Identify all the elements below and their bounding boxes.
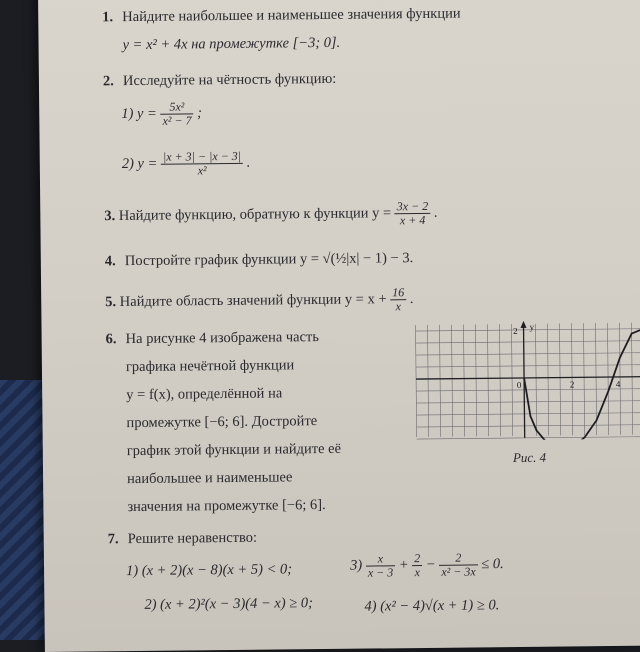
grid-line-vertical bbox=[548, 324, 549, 436]
task2-number: 2. bbox=[102, 73, 114, 90]
y-tick-label-2: 2 bbox=[513, 325, 518, 337]
task5-fraction bbox=[390, 286, 406, 313]
task2-sub1-tail: ; bbox=[197, 105, 203, 122]
grid-line-vertical bbox=[536, 324, 537, 436]
grid-line-vertical bbox=[416, 325, 417, 437]
fraction-denominator: x bbox=[395, 299, 402, 314]
grid-line-horizontal bbox=[416, 413, 640, 415]
task2-text: Исследуйте на чётность функцию: bbox=[122, 70, 337, 90]
task2-sub2-fraction bbox=[161, 150, 243, 178]
task7-text: Решите неравенство: bbox=[127, 529, 258, 548]
task2-sub1-fraction bbox=[160, 100, 193, 127]
x-tick-label-0: 0 bbox=[516, 379, 522, 391]
task2-sub2 bbox=[122, 150, 251, 178]
fraction-denominator: x − 3 bbox=[367, 565, 394, 580]
grid-line-horizontal bbox=[416, 341, 640, 343]
task6-line-5: график этой функции и найдите её bbox=[126, 440, 342, 460]
task3-fraction bbox=[395, 200, 431, 227]
x-tick-label-2: 2 bbox=[569, 379, 575, 390]
fraction-denominator: x² bbox=[197, 163, 207, 178]
task1-text: Найдите наибольшее и наименьшее значения функции bbox=[122, 5, 461, 26]
task2-sub1 bbox=[121, 100, 202, 128]
fraction-numerator: 2 bbox=[412, 552, 422, 566]
fraction-numerator: |x + 3| − |x − 3| bbox=[161, 150, 243, 165]
task7-sub3: 3) $\frac{x}{x - 3}$ + $\frac{2}{x}$ − $\frac{2}{\text{x² − 3x}}$ ≤ 0. bbox=[349, 550, 504, 580]
grid-line-vertical bbox=[560, 324, 561, 436]
graph-axes bbox=[415, 320, 640, 439]
worksheet-page bbox=[38, 0, 640, 652]
task5 bbox=[105, 286, 414, 316]
task1-formula: y = x² + 4x на промежутке [−3; 0]. bbox=[122, 34, 341, 54]
fraction-denominator: x bbox=[414, 565, 421, 580]
grid-line-horizontal bbox=[417, 437, 640, 439]
grid-line-vertical bbox=[583, 323, 584, 435]
grid-line-vertical bbox=[500, 324, 501, 436]
task6-line-4: промежутке [−6; 6]. Дострoйте bbox=[126, 413, 318, 432]
task7-sub3-frac-1 bbox=[366, 552, 396, 579]
fraction-denominator: x² − 3x bbox=[441, 564, 476, 579]
task6-line-6: наибольшее и наименьшее bbox=[127, 469, 293, 488]
task7-sub1: 1) (x + 2)(x − 8)(x + 5) < 0; bbox=[125, 561, 293, 580]
task7-sub2: 2) (x + 2)²(x − 3)(4 − x) ≥ 0; bbox=[144, 595, 313, 613]
task7-sub3-frac-2 bbox=[412, 552, 422, 579]
task1-number: 1. bbox=[102, 9, 114, 26]
figure-4-graph bbox=[411, 319, 640, 442]
task2-sub2-label: 2) y = bbox=[121, 155, 158, 172]
grid-line-vertical bbox=[607, 323, 608, 435]
graph-grid bbox=[416, 323, 640, 439]
grid-line-vertical bbox=[476, 324, 477, 436]
task2-sub1-label: 1) y = bbox=[121, 105, 157, 122]
function-curve bbox=[524, 328, 640, 441]
task4-text: Постройте график функции y = √(½|x| − 1) − 3. bbox=[124, 250, 414, 270]
fraction-numerator: x bbox=[366, 552, 396, 566]
task7-sub3-label: 3) bbox=[349, 557, 363, 574]
fraction-denominator: x² − 7 bbox=[162, 113, 192, 128]
fraction-numerator: 3x − 2 bbox=[395, 200, 431, 214]
task7-sub4: 4) (x² − 4)√(x + 1) ≥ 0. bbox=[364, 597, 500, 615]
grid-line-vertical bbox=[464, 325, 465, 437]
grid-line-vertical bbox=[452, 325, 453, 437]
fraction-numerator: 2 bbox=[439, 551, 478, 565]
task6-number: 6. bbox=[105, 331, 117, 348]
grid-line-horizontal bbox=[416, 329, 640, 331]
task3-text: Найдите функцию, обратную к функции y = bbox=[118, 205, 392, 224]
fraction-numerator: 16 bbox=[390, 286, 406, 300]
grid-line-horizontal bbox=[416, 389, 640, 391]
task3-number: 3. bbox=[104, 208, 116, 225]
task2-sub2-tail: . bbox=[246, 154, 251, 171]
grid-line-vertical bbox=[440, 325, 441, 437]
task7-sub3-tail: ≤ 0. bbox=[481, 555, 504, 573]
grid-line-horizontal bbox=[417, 425, 640, 427]
task6-line-2: графика нечётной функции bbox=[125, 357, 295, 376]
fraction-denominator: x + 4 bbox=[399, 212, 426, 228]
task6-line-3: y = f(x), определённой на bbox=[126, 385, 283, 404]
task4-number: 4. bbox=[104, 253, 116, 270]
task5-tail: . bbox=[409, 290, 414, 307]
task5-number: 5. bbox=[105, 294, 117, 311]
task6-line-1: На рисунке 4 изображена часть bbox=[125, 329, 320, 348]
task7-number: 7. bbox=[107, 531, 119, 548]
x-axis bbox=[416, 377, 640, 379]
grid-line-vertical bbox=[488, 324, 489, 436]
task5-text: Найдите область значений функции y = x + bbox=[119, 291, 387, 310]
grid-line-horizontal bbox=[416, 353, 640, 355]
graph-tick-labels bbox=[508, 320, 640, 441]
grid-line-vertical bbox=[512, 324, 513, 436]
task3 bbox=[104, 200, 437, 230]
fraction-numerator: 5x² bbox=[160, 100, 193, 114]
task7-sub3-frac-3 bbox=[439, 551, 478, 578]
figure-caption: Рис. 4 bbox=[512, 449, 547, 466]
task3-tail: . bbox=[433, 204, 438, 221]
x-tick-label-4: 4 bbox=[615, 378, 621, 389]
y-axis-arrow-icon bbox=[520, 321, 526, 328]
task6-line-7: значения на промежутке [−6; 6]. bbox=[127, 497, 326, 516]
grid-line-vertical bbox=[631, 323, 632, 435]
y-axis-label: y bbox=[529, 321, 535, 332]
grid-line-horizontal bbox=[416, 365, 640, 367]
grid-line-vertical bbox=[428, 325, 429, 437]
